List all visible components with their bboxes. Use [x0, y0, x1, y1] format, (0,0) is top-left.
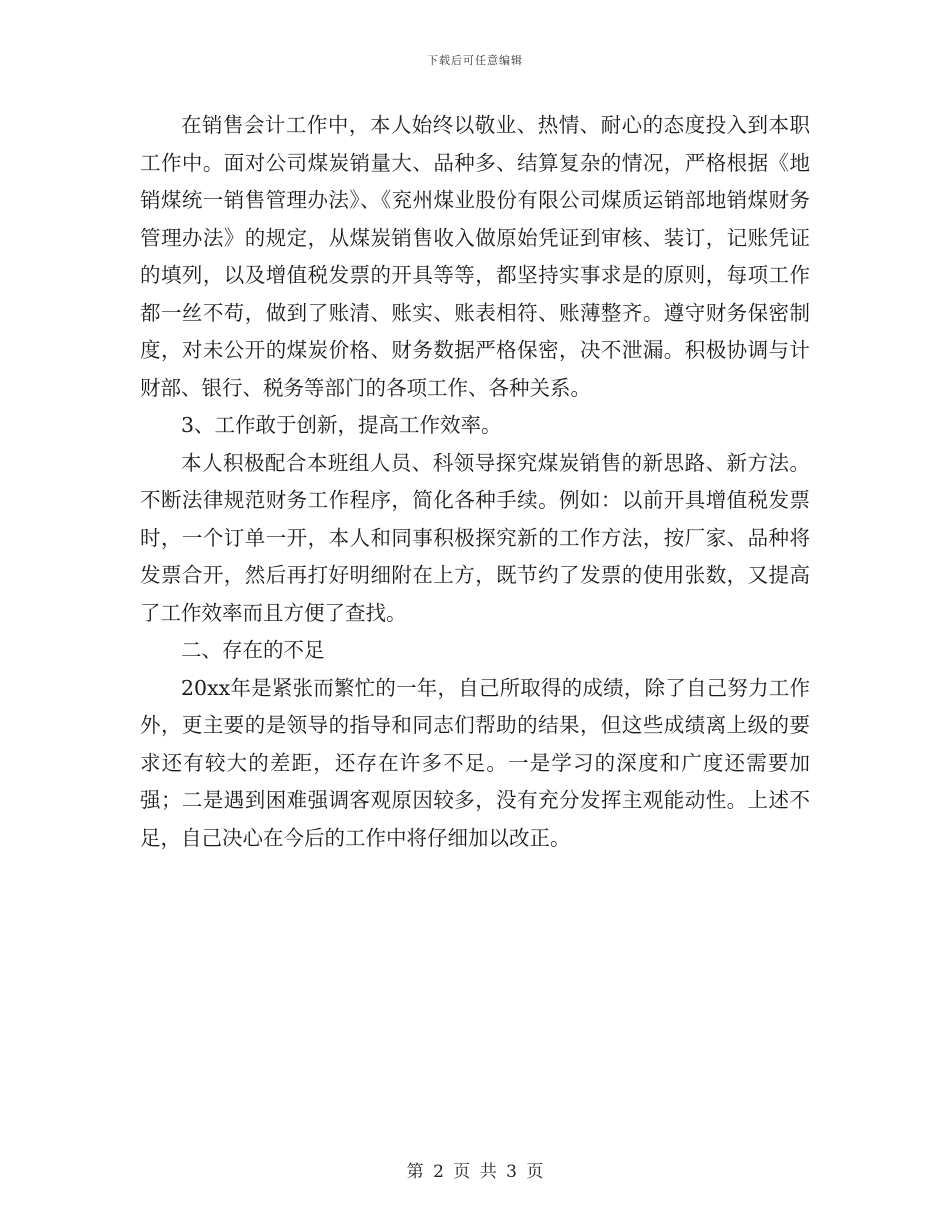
section-heading-shortcomings: 二、存在的不足: [181, 638, 325, 662]
paragraph-innovation: 本人积极配合本班组人员、科领导探究煤炭销售的新思路、新方法。不断法律规范财务工作程序，简化各种手续。例如：以前开具增值税发票时，一个订单一开，本人和同事积极探究新的工作方法，按厂家、品种将发票合开，然后再打好明细附在上方，既节约了发票的使用张数，又提高了工作效率而且方便了查找。: [140, 450, 810, 625]
document-body: [140, 107, 810, 857]
page-header: 下载后可任意编辑: [427, 54, 523, 67]
section-heading-innovation: 3、工作敢于创新，提高工作效率。: [181, 413, 502, 437]
page-number: 第 2 页 共 3 页: [406, 1162, 544, 1182]
paragraph-sales-accounting: 在销售会计工作中，本人始终以敬业、热情、耐心的态度投入到本职工作中。面对公司煤炭销量大、品种多、结算复杂的情况，严格根据《地销煤统一销售管理办法》、《兖州煤业股份有限公司煤质运销部地销煤财务管理办法》的规定，从煤炭销售收入做原始凭证到审核、装订，记账凭证的填列，以及增值税发票的开具等等，都坚持实事求是的原则，每项工作都一丝不苟，做到了账清、账实、账表相符、账薄整齐。遵守财务保密制度，对未公开的煤炭价格、财务数据严格保密，决不泄漏。积极协调与计财部、银行、税务等部门的各项工作、各种关系。: [140, 113, 810, 400]
paragraph-shortcomings: 20xx年是紧张而繁忙的一年，自己所取得的成绩，除了自己努力工作外，更主要的是领导的指导和同志们帮助的结果，但这些成绩离上级的要求还有较大的差距，还存在许多不足。一是学习的深度和广度还需要加强；二是遇到困难强调客观原因较多，没有充分发挥主观能动性。上述不足，自己决心在今后的工作中将仔细加以改正。: [140, 675, 810, 850]
